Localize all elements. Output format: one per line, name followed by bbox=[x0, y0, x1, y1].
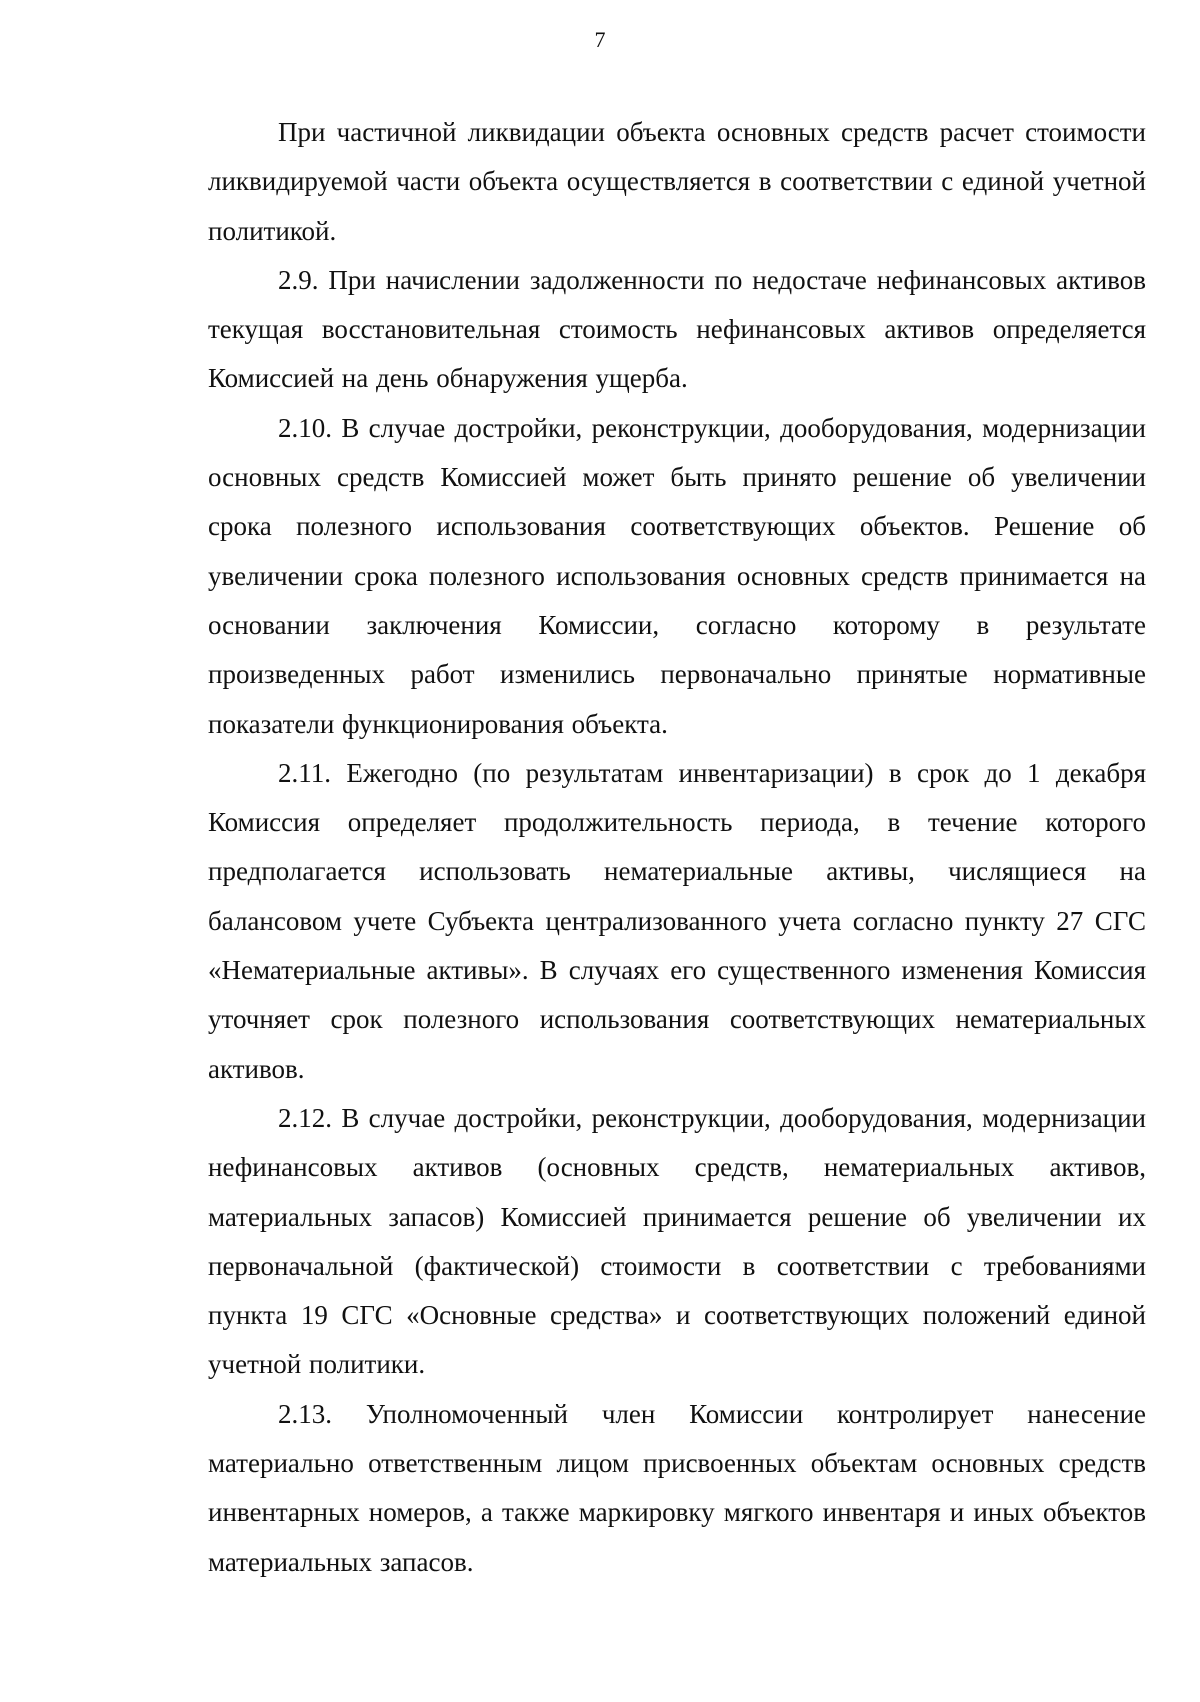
paragraph-liquidation: При частичной ликвидации объекта основных средств расчет стоимости ликвидируемой части объекта осуществляется в соответствии с единой учетной политикой. bbox=[208, 117, 1146, 246]
paragraph-2-11: 2.11. Ежегодно (по результатам инвентаризации) в срок до 1 декабря Комиссия определяет продолжительность периода, в течение которого предполагается использовать нематериальные активы, числящиеся на балансовом учете Субъекта централизованного учета согласно пункту 27 СГС «Нематериальные активы». В случаях его существенного изменения Комиссия уточняет срок полезного использования соответствующих нематериальных активов. bbox=[208, 757, 1146, 1084]
paragraph-2-9: 2.9. При начислении задолженности по недостаче нефинансовых активов текущая восстановительная стоимость нефинансовых активов определяется Комиссией на день обнаружения ущерба. bbox=[208, 264, 1146, 394]
document-body bbox=[208, 108, 1146, 1587]
page-number: 7 bbox=[594, 27, 606, 52]
paragraph-2-12: 2.12. В случае достройки, реконструкции, дооборудования, модернизации нефинансовых активов (основных средств, нематериальных активов, материальных запасов) Комиссией принимается решение об увеличении их первоначальной (фактической) стоимости в соответствии с требованиями пункта 19 СГС «Основные средства» и соответствующих положений единой учетной политики. bbox=[208, 1102, 1146, 1380]
paragraph-2-10: 2.10. В случае достройки, реконструкции, дооборудования, модернизации основных средств Комиссией может быть принято решение об увеличении срока полезного использования соответствующих объектов. Решение об увеличении срока полезного использования основных средств принимается на основании заключения Комиссии, согласно которому в результате произведенных работ изменились первоначально принятые нормативные показатели функционирования объекта. bbox=[208, 412, 1146, 739]
paragraph-2-13: 2.13. Уполномоченный член Комиссии контролирует нанесение материально ответственным лицом присвоенных объектам основных средств инвентарных номеров, а также маркировку мягкого инвентаря и иных объектов материальных запасов. bbox=[208, 1398, 1146, 1577]
